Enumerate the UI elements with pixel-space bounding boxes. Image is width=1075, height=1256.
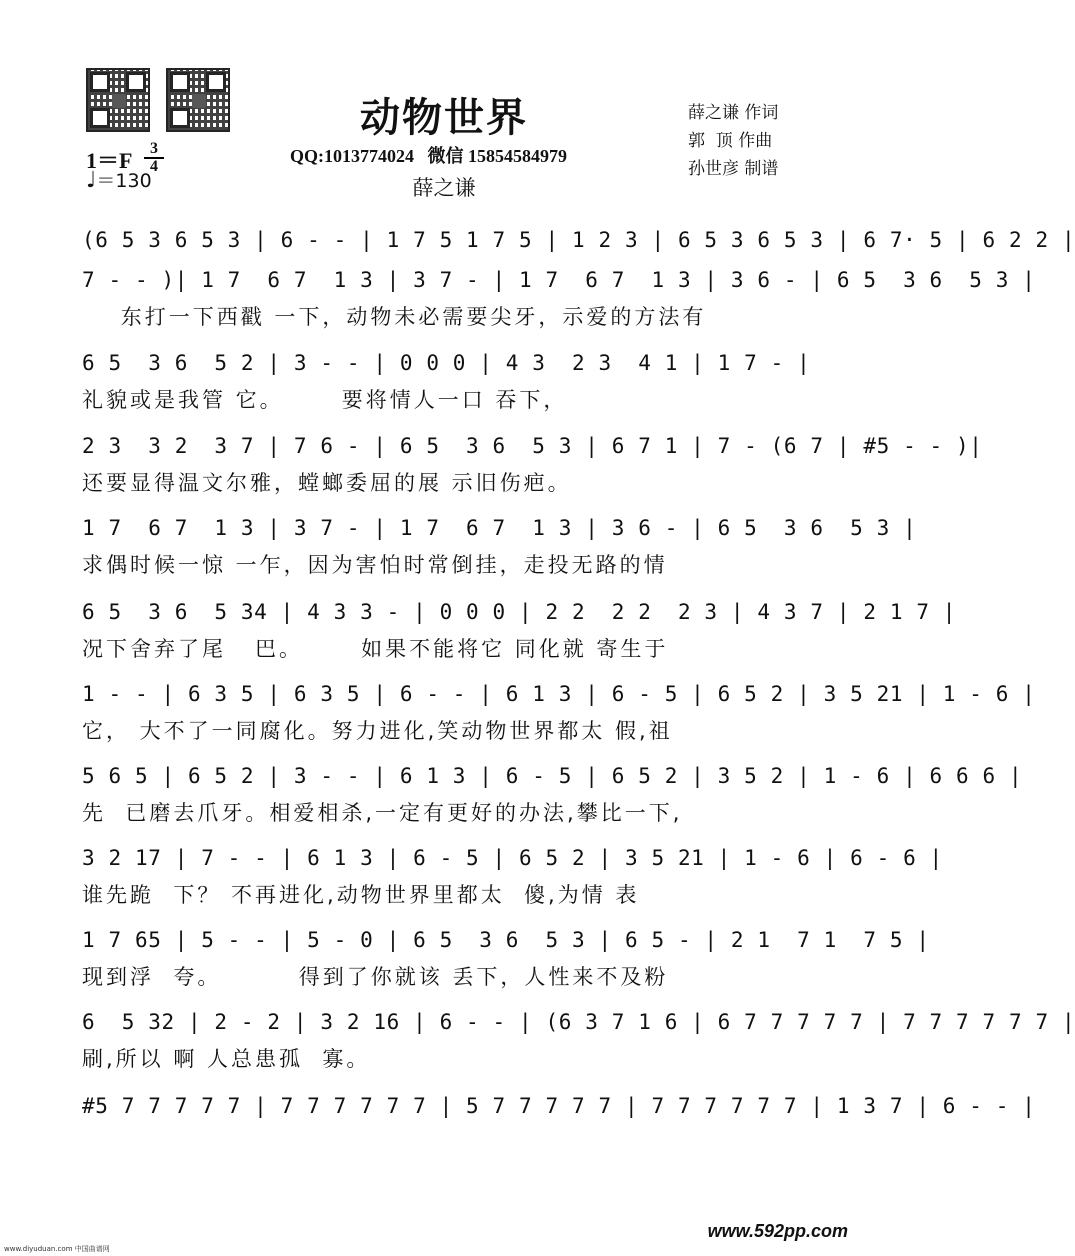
- notation-line: 6 5 32 | 2 - 2 | 3 2 16 | 6 - - | (6 3 7 1 6 | 6 7 7 7 7 7 | 7 7 7 7 7 7 |: [82, 1010, 1075, 1034]
- score-system: [82, 1004, 1075, 1074]
- notation-line: 6 5 3 6 5 34 | 4 3 3 - | 0 0 0 | 2 2 2 2 2 3 | 4 3 7 | 2 1 7 |: [82, 600, 957, 624]
- lyrics-line: 刷,所以 啊 人总患孤 寡。: [82, 1047, 371, 1071]
- notation-line: 3 2 17 | 7 - - | 6 1 3 | 6 - 5 | 6 5 2 | 3 5 21 | 1 - 6 | 6 - 6 |: [82, 846, 943, 870]
- lyrics-line: 谁先跪 下？ 不再进化,动物世界里都太 傻,为情 表: [82, 883, 640, 907]
- arranger-credit: 孙世彦 制谱: [688, 159, 779, 179]
- score-system: [82, 922, 930, 992]
- notation-line: #5 7 7 7 7 7 | 7 7 7 7 7 7 | 5 7 7 7 7 7 | 7 7 7 7 7 7 | 1 3 7 | 6 - - |: [82, 1094, 1036, 1118]
- notation-line: 1 - - | 6 3 5 | 6 3 5 | 6 - - | 6 1 3 | 6 - 5 | 6 5 2 | 3 5 21 | 1 - 6 |: [82, 682, 1036, 706]
- quarter-note-icon: ♩: [86, 168, 97, 193]
- score-system: [82, 758, 1023, 828]
- lyrics-line: [82, 1128, 812, 1158]
- lyrics-line: 求偶时候一惊 一乍，因为害怕时常倒挂，走投无路的情: [82, 553, 668, 577]
- score-system: [82, 345, 812, 415]
- notation-line: 6 5 3 6 5 2 | 3 - - | 0 0 0 | 4 3 2 3 4 1 | 1 7 - |: [82, 351, 811, 375]
- contact-info: QQ:1013774024 微信 15854584979: [290, 146, 567, 166]
- singer-name: 薛之谦: [412, 176, 476, 200]
- notation-line: 1 7 65 | 5 - - | 5 - 0 | 6 5 3 6 5 3 | 6 5 - | 2 1 7 1 7 5 |: [82, 928, 930, 952]
- lyrics-line: 东打一下西戳 一下，动物未必需要尖牙，示爱的方法有: [82, 305, 707, 329]
- lyrics-line: 礼貌或是我管 它。 要将情人一口 吞下，: [82, 388, 568, 412]
- score-system: [82, 428, 983, 498]
- lyrics-line: 现到浮 夸。 得到了你就该 丢下，人性来不及粉: [82, 965, 669, 989]
- site-watermark: www.592pp.com: [707, 1221, 848, 1241]
- time-signature-bottom: 4: [150, 158, 158, 175]
- tempo-value: ＝130: [96, 170, 152, 192]
- composer-credit: 郭 顶 作曲: [688, 131, 773, 151]
- score-system: [82, 1088, 1036, 1158]
- notation-line: (6 5 3 6 5 3 | 6 - - | 1 7 5 1 7 5 | 1 2 3 | 6 5 3 6 5 3 | 6 7· 5 | 6 2 2 |: [82, 228, 1075, 252]
- notation-line: 1 7 6 7 1 3 | 3 7 - | 1 7 6 7 1 3 | 3 6 - | 6 5 3 6 5 3 |: [82, 516, 917, 540]
- key-signature: 1＝F: [86, 148, 133, 173]
- notation-line: 7 - - )| 1 7 6 7 1 3 | 3 7 - | 1 7 6 7 1 3 | 3 6 - | 6 5 3 6 5 3 |: [82, 268, 1036, 292]
- tempo-marking: [86, 166, 152, 193]
- lyricist-credit: 薛之谦 作词: [688, 103, 779, 123]
- site-footnote: www.diyuduan.com 中国曲谱网: [4, 1245, 110, 1253]
- song-title: 动物世界: [360, 94, 528, 141]
- score-system: [82, 676, 1036, 746]
- score-system: [82, 262, 1036, 332]
- time-signature-top: 3: [150, 140, 158, 157]
- lyrics-line: 它， 大不了一同腐化。努力进化,笑动物世界都太 假,祖: [82, 719, 673, 743]
- notation-line: 2 3 3 2 3 7 | 7 6 - | 6 5 3 6 5 3 | 6 7 1 | 7 - (6 7 | #5 - - )|: [82, 434, 983, 458]
- score-system: [82, 510, 917, 580]
- score-system: [82, 840, 943, 910]
- lyrics-line: 况下舍弃了尾 巴。 如果不能将它 同化就 寄生于: [82, 637, 669, 661]
- lyrics-line: 先 已磨去爪牙。相爱相杀,一定有更好的办法,攀比一下,: [82, 801, 683, 825]
- score-system: [82, 594, 957, 664]
- notation-line: 5 6 5 | 6 5 2 | 3 - - | 6 1 3 | 6 - 5 | 6 5 2 | 3 5 2 | 1 - 6 | 6 6 6 |: [82, 764, 1023, 788]
- lyrics-line: 还要显得温文尔雅，螳螂委屈的展 示旧伤疤。: [82, 471, 572, 495]
